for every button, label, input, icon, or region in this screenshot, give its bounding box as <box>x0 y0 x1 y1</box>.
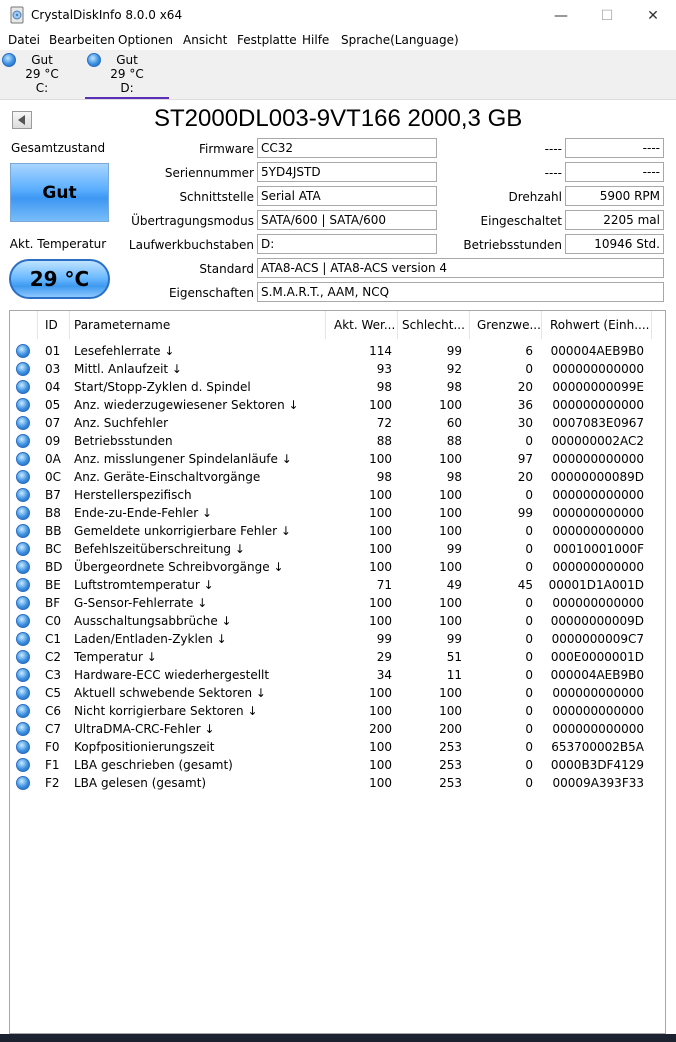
cell-id: 04 <box>45 380 61 394</box>
transfer-mode-field: SATA/600 | SATA/600 <box>257 210 437 230</box>
cell-worst: 60 <box>446 416 462 430</box>
cell-parameter: Anz. Geräte-Einschaltvorgänge <box>74 470 261 484</box>
cell-threshold: 0 <box>525 758 533 772</box>
cell-parameter: Ende-zu-Ende-Fehler ↓ <box>74 506 213 520</box>
cell-worst: 100 <box>439 614 462 628</box>
cell-worst: 92 <box>446 362 462 376</box>
menu-datei[interactable]: Datei <box>8 33 41 47</box>
cell-parameter: Luftstromtemperatur ↓ <box>74 578 214 592</box>
cell-current: 100 <box>369 740 392 754</box>
table-row[interactable] <box>10 540 665 558</box>
status-good-icon <box>16 596 30 610</box>
title-bar <box>0 0 676 31</box>
cell-worst: 100 <box>439 686 462 700</box>
cell-id: C6 <box>45 704 62 718</box>
blank-label-1: ---- <box>544 142 562 156</box>
cell-current: 100 <box>369 524 392 538</box>
cell-raw: 000000000000 <box>552 398 644 412</box>
cell-raw: 000000002AC2 <box>551 434 644 448</box>
status-good-icon <box>16 380 30 394</box>
power-on-count-label: Eingeschaltet <box>480 214 562 228</box>
power-on-hours-field: 10946 Std. <box>565 234 664 254</box>
serial-label: Seriennummer <box>164 166 254 180</box>
status-good-icon <box>87 53 101 67</box>
status-good-icon <box>16 740 30 754</box>
cell-id: F0 <box>45 740 60 754</box>
cell-worst: 100 <box>439 704 462 718</box>
firmware-field: CC32 <box>257 138 437 158</box>
cell-worst: 100 <box>439 596 462 610</box>
status-good-icon <box>16 650 30 664</box>
cell-threshold: 0 <box>525 614 533 628</box>
blank-field-1: ---- <box>565 138 664 158</box>
status-good-icon <box>16 542 30 556</box>
temperature-label: Akt. Temperatur <box>9 237 107 251</box>
table-row[interactable] <box>10 486 665 504</box>
status-good-icon <box>16 488 30 502</box>
table-row[interactable] <box>10 522 665 540</box>
cell-parameter: Ausschaltungsabbrüche ↓ <box>74 614 232 628</box>
menu-hilfe[interactable]: Hilfe <box>302 33 330 47</box>
cell-parameter: Gemeldete unkorrigierbare Fehler ↓ <box>74 524 291 538</box>
table-row[interactable] <box>10 702 665 720</box>
cell-worst: 253 <box>439 758 462 772</box>
blank-field-2: ---- <box>565 162 664 182</box>
cell-worst: 100 <box>439 452 462 466</box>
cell-current: 100 <box>369 452 392 466</box>
cell-raw: 00000000099E <box>552 380 644 394</box>
cell-current: 98 <box>376 470 392 484</box>
status-good-icon <box>16 434 30 448</box>
drive-status: Gut <box>31 53 53 67</box>
cell-current: 100 <box>369 686 392 700</box>
window-title: CrystalDiskInfo 8.0.0 x64 <box>31 8 183 22</box>
cell-id: 03 <box>45 362 61 376</box>
cell-worst: 100 <box>439 398 462 412</box>
arrow-left-icon <box>16 114 28 126</box>
status-good-icon <box>16 524 30 538</box>
cell-worst: 99 <box>446 632 462 646</box>
status-good-icon <box>16 470 30 484</box>
cell-threshold: 20 <box>517 470 533 484</box>
cell-current: 100 <box>369 776 392 790</box>
status-good-icon <box>16 758 30 772</box>
cell-raw: 00010001000F <box>553 542 644 556</box>
cell-id: BF <box>45 596 61 610</box>
table-row[interactable] <box>10 432 665 450</box>
drive-title: ST2000DL003-9VT166 2000,3 GB <box>154 105 523 132</box>
cell-parameter: Nicht korrigierbare Sektoren ↓ <box>74 704 258 718</box>
cell-raw: 000000000000 <box>552 686 644 700</box>
cell-raw: 000000000000 <box>552 506 644 520</box>
cell-worst: 49 <box>446 578 462 592</box>
table-row[interactable] <box>10 594 665 612</box>
cell-current: 100 <box>369 758 392 772</box>
cell-raw: 000004AEB9B0 <box>550 668 644 682</box>
menu-sprache[interactable]: Sprache(Language) <box>341 33 459 47</box>
cell-current: 98 <box>376 380 392 394</box>
cell-id: BE <box>45 578 61 592</box>
cell-raw: 00000000089D <box>550 470 644 484</box>
rpm-field: 5900 RPM <box>565 186 664 206</box>
drive-temp: 29 °C <box>25 67 59 81</box>
cell-threshold: 0 <box>525 704 533 718</box>
features-label: Eigenschaften <box>168 286 254 300</box>
cell-threshold: 0 <box>525 362 533 376</box>
col-worst[interactable]: Schlecht... <box>398 311 470 339</box>
col-threshold[interactable]: Grenzwe... <box>470 311 542 339</box>
app-icon <box>9 6 25 24</box>
cell-threshold: 0 <box>525 524 533 538</box>
cell-id: B7 <box>45 488 61 502</box>
col-raw[interactable]: Rohwert (Einh.... <box>542 311 652 339</box>
status-good-icon <box>16 632 30 646</box>
cell-threshold: 0 <box>525 596 533 610</box>
cell-parameter: Temperatur ↓ <box>74 650 157 664</box>
cell-id: BD <box>45 560 63 574</box>
cell-raw: 00001D1A001D <box>548 578 644 592</box>
cell-raw: 653700002B5A <box>551 740 644 754</box>
cell-current: 100 <box>369 506 392 520</box>
status-good-icon <box>16 722 30 736</box>
temperature-badge[interactable]: 29 °C <box>9 259 110 299</box>
cell-id: 0C <box>45 470 62 484</box>
cell-id: C2 <box>45 650 62 664</box>
cell-raw: 00009A393F33 <box>552 776 644 790</box>
features-field: S.M.A.R.T., AAM, NCQ <box>257 282 664 302</box>
health-status-button[interactable]: Gut <box>10 163 109 222</box>
menu-bar <box>0 31 676 50</box>
cell-current: 34 <box>376 668 392 682</box>
cell-current: 100 <box>369 542 392 556</box>
rpm-label: Drehzahl <box>508 190 562 204</box>
cell-id: 0A <box>45 452 61 466</box>
standard-label: Standard <box>199 262 254 276</box>
cell-raw: 000004AEB9B0 <box>550 344 644 358</box>
cell-id: C5 <box>45 686 62 700</box>
cell-current: 93 <box>376 362 392 376</box>
cell-threshold: 0 <box>525 686 533 700</box>
table-row[interactable] <box>10 738 665 756</box>
cell-current: 100 <box>369 398 392 412</box>
blank-label-2: ---- <box>544 166 562 180</box>
cell-id: F1 <box>45 758 60 772</box>
status-good-icon <box>2 53 16 67</box>
cell-worst: 253 <box>439 776 462 790</box>
cell-threshold: 0 <box>525 488 533 502</box>
cell-worst: 100 <box>439 488 462 502</box>
status-good-icon <box>16 362 30 376</box>
cell-current: 72 <box>376 416 392 430</box>
cell-parameter: Anz. Suchfehler <box>74 416 169 430</box>
drive-temp: 29 °C <box>110 67 144 81</box>
table-row[interactable] <box>10 720 665 738</box>
cell-raw: 000000000000 <box>552 596 644 610</box>
cell-id: 09 <box>45 434 61 448</box>
cell-worst: 100 <box>439 560 462 574</box>
cell-worst: 51 <box>446 650 462 664</box>
col-current[interactable]: Akt. Wer... <box>326 311 398 339</box>
table-row[interactable] <box>10 648 665 666</box>
cell-worst: 200 <box>439 722 462 736</box>
table-row[interactable] <box>10 630 665 648</box>
cell-threshold: 0 <box>525 722 533 736</box>
cell-id: C3 <box>45 668 62 682</box>
cell-current: 29 <box>376 650 392 664</box>
interface-field: Serial ATA <box>257 186 437 206</box>
main-panel <box>4 104 672 1034</box>
cell-current: 100 <box>369 488 392 502</box>
drive-tab-c[interactable] <box>0 51 84 99</box>
status-good-icon <box>16 560 30 574</box>
smart-table[interactable] <box>9 310 666 1034</box>
status-good-icon <box>16 344 30 358</box>
cell-id: C0 <box>45 614 62 628</box>
cell-current: 100 <box>369 704 392 718</box>
table-row[interactable] <box>10 666 665 684</box>
cell-threshold: 6 <box>525 344 533 358</box>
cell-parameter: Start/Stopp-Zyklen d. Spindel <box>74 380 251 394</box>
cell-worst: 88 <box>446 434 462 448</box>
status-good-icon <box>16 776 30 790</box>
cell-parameter: UltraDMA-CRC-Fehler ↓ <box>74 722 215 736</box>
cell-parameter: Anz. wiederzugewiesener Sektoren ↓ <box>74 398 299 412</box>
drive-status: Gut <box>116 53 138 67</box>
cell-raw: 000000000000 <box>552 704 644 718</box>
cell-threshold: 0 <box>525 560 533 574</box>
table-row[interactable] <box>10 378 665 396</box>
standard-field: ATA8-ACS | ATA8-ACS version 4 <box>257 258 664 278</box>
status-good-icon <box>16 686 30 700</box>
table-row[interactable] <box>10 684 665 702</box>
table-row[interactable] <box>10 612 665 630</box>
cell-current: 88 <box>376 434 392 448</box>
cell-raw: 00000000009D <box>550 614 644 628</box>
col-parameter[interactable]: Parametername <box>70 311 326 339</box>
serial-field: 5YD4JSTD <box>257 162 437 182</box>
health-label: Gesamtzustand <box>10 141 106 155</box>
cell-worst: 11 <box>446 668 462 682</box>
table-row[interactable] <box>10 756 665 774</box>
cell-raw: 000000000000 <box>552 524 644 538</box>
firmware-label: Firmware <box>199 142 254 156</box>
cell-worst: 100 <box>439 524 462 538</box>
menu-ansicht[interactable]: Ansicht <box>183 33 228 47</box>
drive-letters-label: Laufwerkbuchstaben <box>128 238 254 252</box>
status-good-icon <box>16 704 30 718</box>
status-good-icon <box>16 398 30 412</box>
drive-letter: C: <box>35 81 49 95</box>
cell-id: C7 <box>45 722 62 736</box>
table-row[interactable] <box>10 576 665 594</box>
cell-current: 100 <box>369 614 392 628</box>
cell-parameter: LBA gelesen (gesamt) <box>74 776 207 790</box>
cell-parameter: Mittl. Anlaufzeit ↓ <box>74 362 182 376</box>
status-good-icon <box>16 416 30 430</box>
drive-letters-field: D: <box>257 234 437 254</box>
table-row[interactable] <box>10 360 665 378</box>
cell-threshold: 0 <box>525 542 533 556</box>
table-row[interactable] <box>10 414 665 432</box>
table-row[interactable] <box>10 396 665 414</box>
drive-letter: D: <box>120 81 134 95</box>
cell-id: 01 <box>45 344 61 358</box>
table-row[interactable] <box>10 450 665 468</box>
cell-threshold: 45 <box>517 578 533 592</box>
cell-threshold: 0 <box>525 632 533 646</box>
cell-parameter: Betriebsstunden <box>74 434 173 448</box>
status-good-icon <box>16 452 30 466</box>
cell-raw: 000000000000 <box>552 488 644 502</box>
cell-worst: 253 <box>439 740 462 754</box>
table-row[interactable] <box>10 342 665 360</box>
cell-threshold: 20 <box>517 380 533 394</box>
cell-current: 99 <box>376 632 392 646</box>
cell-raw: 000E0000001D <box>550 650 644 664</box>
status-good-icon <box>16 506 30 520</box>
transfer-mode-label: Übertragungsmodus <box>131 214 254 228</box>
cell-threshold: 0 <box>525 434 533 448</box>
interface-label: Schnittstelle <box>179 190 254 204</box>
cell-threshold: 0 <box>525 650 533 664</box>
cell-id: C1 <box>45 632 62 646</box>
menu-optionen[interactable]: Optionen <box>118 33 174 47</box>
cell-parameter: Anz. misslungener Spindelanläufe ↓ <box>74 452 292 466</box>
cell-threshold: 97 <box>517 452 533 466</box>
cell-worst: 98 <box>446 470 462 484</box>
cell-worst: 99 <box>446 542 462 556</box>
power-on-count-field: 2205 mal <box>565 210 664 230</box>
drive-tab-d[interactable] <box>85 51 169 99</box>
cell-parameter: G-Sensor-Fehlerrate ↓ <box>74 596 208 610</box>
cell-threshold: 36 <box>517 398 533 412</box>
cell-current: 71 <box>376 578 392 592</box>
cell-threshold: 99 <box>517 506 533 520</box>
cell-parameter: Übergeordnete Schreibvorgänge ↓ <box>74 560 284 574</box>
cell-current: 100 <box>369 560 392 574</box>
cell-id: 05 <box>45 398 61 412</box>
status-good-icon <box>16 668 30 682</box>
table-row[interactable] <box>10 468 665 486</box>
table-row[interactable] <box>10 504 665 522</box>
cell-raw: 000000000000 <box>552 452 644 466</box>
maximize-button[interactable]: ☐ <box>600 7 614 24</box>
cell-worst: 98 <box>446 380 462 394</box>
cell-parameter: Befehlszeitüberschreitung ↓ <box>74 542 245 556</box>
cell-raw: 0007083E0967 <box>552 416 644 430</box>
col-id[interactable]: ID <box>38 311 70 339</box>
status-good-icon <box>16 614 30 628</box>
cell-current: 114 <box>369 344 392 358</box>
cell-parameter: Kopfpositionierungszeit <box>74 740 215 754</box>
table-header <box>10 311 665 339</box>
cell-parameter: Aktuell schwebende Sektoren ↓ <box>74 686 266 700</box>
cell-parameter: Laden/Entladen-Zyklen ↓ <box>74 632 227 646</box>
menu-bearbeiten[interactable]: Bearbeiten <box>49 33 115 47</box>
cell-id: BB <box>45 524 62 538</box>
cell-parameter: Hardware-ECC wiederhergestellt <box>74 668 270 682</box>
menu-festplatte[interactable]: Festplatte <box>237 33 297 47</box>
cell-parameter: Herstellerspezifisch <box>74 488 192 502</box>
cell-id: BC <box>45 542 62 556</box>
power-on-hours-label: Betriebsstunden <box>463 238 562 252</box>
taskbar <box>0 1034 676 1042</box>
previous-drive-button[interactable] <box>12 111 32 129</box>
cell-threshold: 0 <box>525 740 533 754</box>
drive-bar <box>0 50 676 100</box>
cell-parameter: Lesefehlerrate ↓ <box>74 344 175 358</box>
cell-threshold: 0 <box>525 776 533 790</box>
cell-parameter: LBA geschrieben (gesamt) <box>74 758 233 772</box>
cell-worst: 100 <box>439 506 462 520</box>
status-good-icon <box>16 578 30 592</box>
close-button[interactable]: ✕ <box>647 7 659 24</box>
cell-current: 200 <box>369 722 392 736</box>
col-status[interactable] <box>10 311 38 339</box>
cell-raw: 000000000000 <box>552 560 644 574</box>
cell-id: F2 <box>45 776 60 790</box>
cell-worst: 99 <box>446 344 462 358</box>
cell-raw: 000000000000 <box>552 722 644 736</box>
cell-raw: 0000B3DF4129 <box>550 758 644 772</box>
table-row[interactable] <box>10 774 665 792</box>
cell-id: B8 <box>45 506 61 520</box>
cell-raw: 000000000000 <box>552 362 644 376</box>
table-row[interactable] <box>10 558 665 576</box>
cell-threshold: 0 <box>525 668 533 682</box>
minimize-button[interactable]: — <box>554 7 568 24</box>
cell-raw: 0000000009C7 <box>551 632 644 646</box>
cell-id: 07 <box>45 416 61 430</box>
cell-current: 100 <box>369 596 392 610</box>
cell-threshold: 30 <box>517 416 533 430</box>
